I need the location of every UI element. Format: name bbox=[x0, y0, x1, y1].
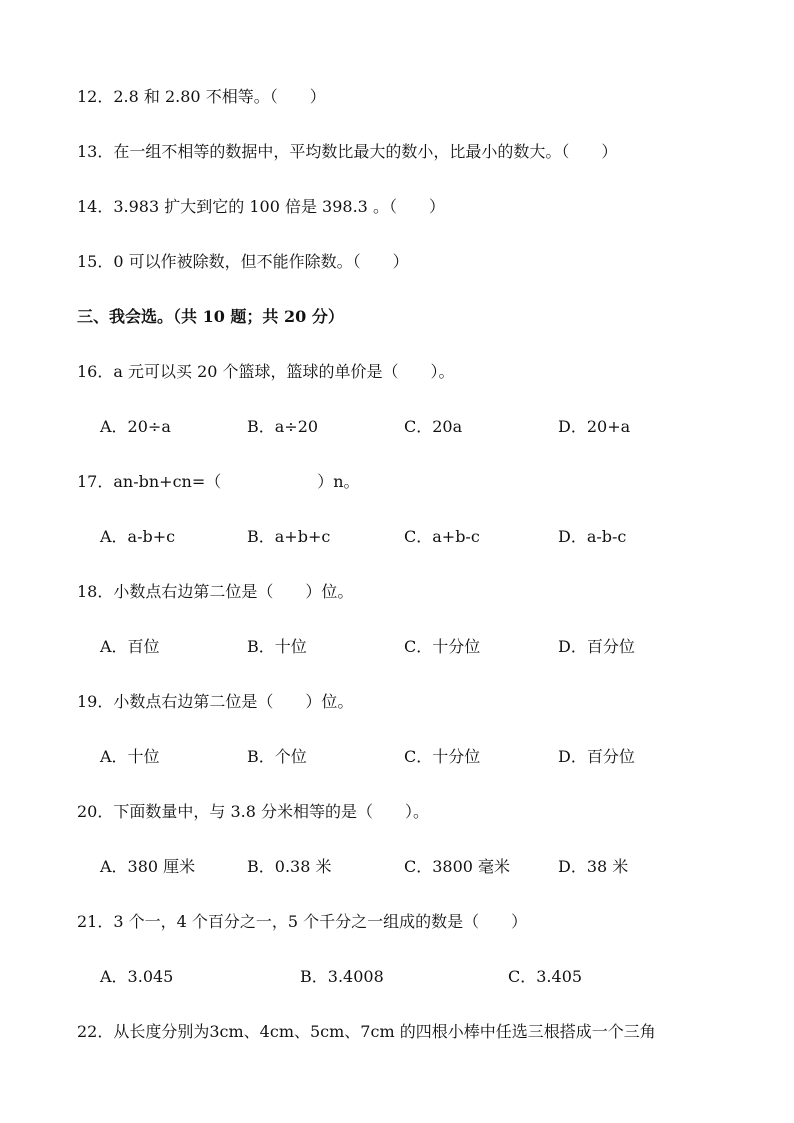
option-19-a: A．十位 bbox=[100, 747, 160, 766]
option-16-a: A．20÷a bbox=[100, 417, 171, 436]
option-18-d: D．百分位 bbox=[558, 637, 635, 656]
option-21-b: B．3.4008 bbox=[300, 967, 384, 986]
option-19-d: D．百分位 bbox=[558, 747, 635, 766]
option-18-a: A．百位 bbox=[100, 637, 160, 656]
option-16-b: B．a÷20 bbox=[247, 417, 319, 436]
question-13: 13．在一组不相等的数据中，平均数比最大的数小，比最小的数大。（ ） bbox=[77, 142, 618, 161]
option-17-c: C．a+b-c bbox=[404, 527, 480, 546]
question-16: 16．a 元可以买 20 个篮球，篮球的单价是（ ）。 bbox=[77, 362, 455, 381]
question-12: 12．2.8 和 2.80 不相等。（ ） bbox=[77, 87, 326, 106]
question-15: 15．0 可以作被除数，但不能作除数。（ ） bbox=[77, 252, 409, 271]
question-20: 20．下面数量中，与 3.8 分米相等的是（ ）。 bbox=[77, 802, 429, 821]
option-21-c: C．3.405 bbox=[508, 967, 583, 986]
question-17: 17．an-bn+cn=（ ）n。 bbox=[77, 472, 360, 491]
option-16-d: D．20+a bbox=[558, 417, 631, 436]
question-14: 14．3.983 扩大到它的 100 倍是 398.3 。（ ） bbox=[77, 197, 445, 216]
section-3-title: 三、我会选。（共 10 题；共 20 分） bbox=[77, 307, 344, 326]
option-17-b: B．a+b+c bbox=[247, 527, 331, 546]
option-19-c: C．十分位 bbox=[404, 747, 481, 766]
option-16-c: C．20a bbox=[404, 417, 463, 436]
option-18-b: B．十位 bbox=[247, 637, 307, 656]
option-21-a: A．3.045 bbox=[100, 967, 174, 986]
option-20-a: A．380 厘米 bbox=[100, 857, 196, 876]
question-22: 22．从长度分别为3cm、4cm、5cm、7cm 的四根小棒中任选三根搭成一个三角 bbox=[77, 1022, 656, 1041]
option-17-d: D．a-b-c bbox=[558, 527, 627, 546]
question-18: 18．小数点右边第二位是（ ）位。 bbox=[77, 582, 354, 601]
option-18-c: C．十分位 bbox=[404, 637, 481, 656]
option-20-b: B．0.38 米 bbox=[247, 857, 332, 876]
question-21: 21．3 个一，4 个百分之一，5 个千分之一组成的数是（ ） bbox=[77, 912, 528, 931]
option-20-c: C．3800 毫米 bbox=[404, 857, 511, 876]
option-17-a: A．a-b+c bbox=[100, 527, 176, 546]
option-20-d: D．38 米 bbox=[558, 857, 629, 876]
question-19: 19．小数点右边第二位是（ ）位。 bbox=[77, 692, 354, 711]
option-19-b: B．个位 bbox=[247, 747, 307, 766]
